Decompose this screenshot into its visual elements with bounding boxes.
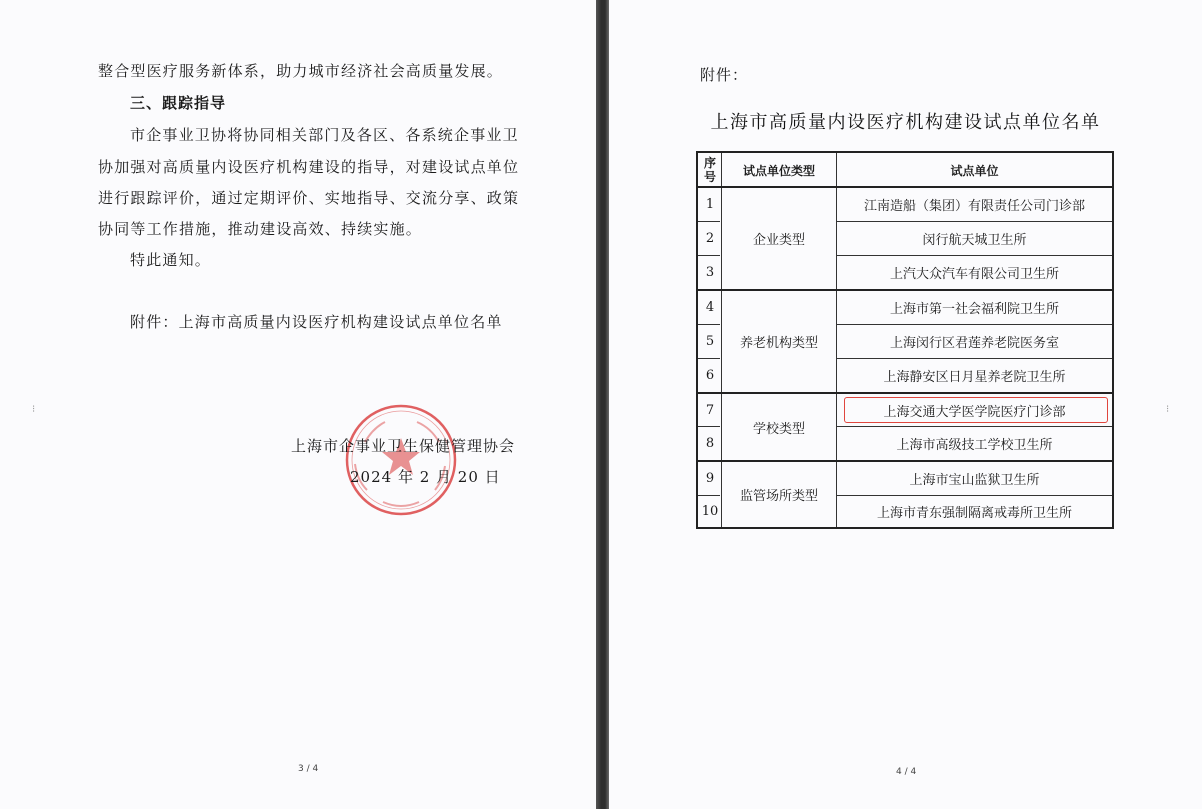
document-page-left <box>0 0 596 809</box>
body-line-3: 市企事业卫协将协同相关部门及各区、各系统企事业卫 <box>130 126 519 144</box>
signature-organization: 上海市企事业卫生保健管理协会 <box>291 437 516 455</box>
page-gutter <box>596 0 609 809</box>
row-unit: 上海市青东强制隔离戒毒所卫生所 <box>876 506 1072 521</box>
header-type: 试点单位类型 <box>742 163 815 178</box>
highlight-box <box>844 397 1108 423</box>
row-index: 5 <box>705 334 715 349</box>
page-number-left: 3 / 4 <box>298 764 319 774</box>
body-line-5: 进行跟踪评价，通过定期评价、实地指导、交流分享、政策 <box>98 189 520 207</box>
page-number-right: 4 / 4 <box>896 767 917 777</box>
official-seal-icon <box>343 402 459 518</box>
row-index: 3 <box>705 265 715 280</box>
row-unit: 上海市第一社会福利院卫生所 <box>889 302 1059 317</box>
row-index: 7 <box>705 402 715 418</box>
row-index: 4 <box>705 300 715 315</box>
group-type-cell: 企业类型 <box>752 233 805 248</box>
row-unit: 上海市高级技工学校卫生所 <box>896 438 1053 453</box>
row-index: 6 <box>705 368 715 383</box>
table-title: 上海市高质量内设医疗机构建设试点单位名单 <box>710 112 1101 133</box>
signature-date: 2024 年 2 月 20 日 <box>350 468 501 486</box>
row-index: 2 <box>705 231 715 246</box>
closing-line: 特此通知。 <box>130 251 212 269</box>
row-unit: 上汽大众汽车有限公司卫生所 <box>889 267 1059 282</box>
body-line-4: 协加强对高质量内设医疗机构建设的指导，对建设试点单位 <box>98 158 520 176</box>
row-unit: 闵行航天城卫生所 <box>922 233 1027 248</box>
row-unit: 上海闵行区君莲养老院医务室 <box>889 336 1059 351</box>
group-type-cell: 监管场所类型 <box>739 489 818 504</box>
row-unit: 上海市宝山监狱卫生所 <box>909 473 1040 488</box>
row-index: 10 <box>701 504 719 519</box>
row-unit-highlighted: 上海交通大学医学院医疗门诊部 <box>883 404 1066 420</box>
row-index: 9 <box>705 471 715 486</box>
header-unit: 试点单位 <box>950 163 999 178</box>
group-type-cell: 学校类型 <box>752 421 805 437</box>
attachment-label: 附件： <box>700 66 749 84</box>
header-index: 序号 <box>703 156 716 184</box>
row-unit: 上海静安区日月星养老院卫生所 <box>883 370 1066 385</box>
row-index: 1 <box>705 197 715 212</box>
section-heading: 三、跟踪指导 <box>130 94 227 112</box>
body-line-6: 协同等工作措施，推动建设高效、持续实施。 <box>98 220 423 238</box>
binding-mark-right: ⁝ <box>1166 404 1170 415</box>
binding-mark-left: ⁝ <box>32 404 36 415</box>
group-type-cell: 养老机构类型 <box>739 336 818 351</box>
attachment-line: 附件：上海市高质量内设医疗机构建设试点单位名单 <box>130 313 503 331</box>
row-unit: 江南造船（集团）有限责任公司门诊部 <box>863 199 1085 214</box>
row-index: 8 <box>705 436 715 451</box>
body-line-1: 整合型医疗服务新体系，助力城市经济社会高质量发展。 <box>98 62 504 80</box>
